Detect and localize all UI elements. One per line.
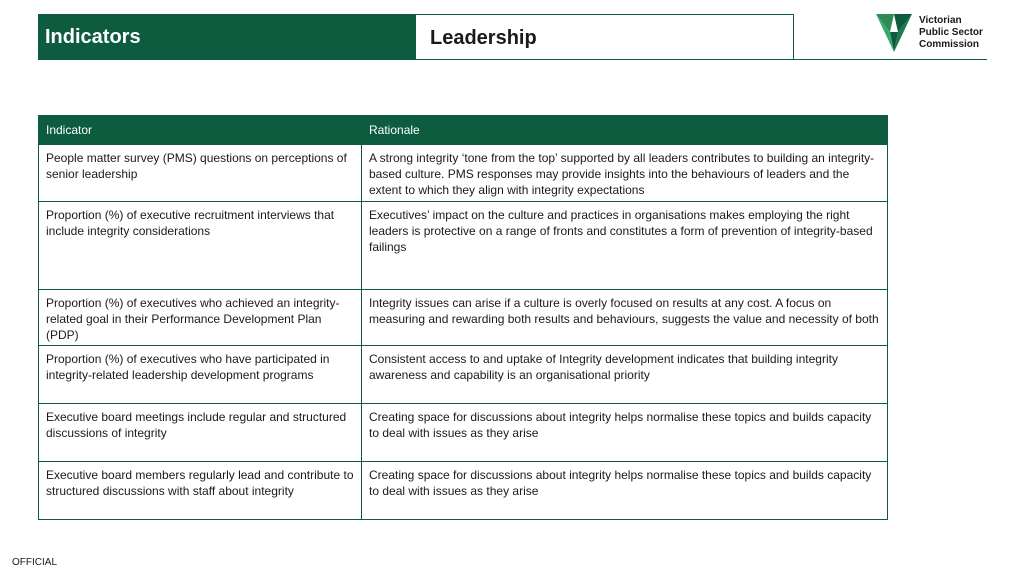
rationale-cell: Integrity issues can arise if a culture is overly focused on results at any cost. A focus on measuring and rewarding both results and behaviours, suggests the value and necessity of both: [362, 290, 888, 346]
rationale-cell: Executives’ impact on the culture and practices in organisations makes employing the right leaders is protective on a range of fronts and constitutes a form of prevention of integrity-based failings: [362, 202, 888, 290]
logo-line: Victorian: [919, 15, 962, 26]
section-header: [38, 14, 416, 60]
column-header-rationale: Rationale: [362, 116, 888, 145]
rationale-cell: Creating space for discussions about integrity helps normalise these topics and builds capacity to deal with issues as they arise: [362, 462, 888, 520]
logo-line: Commission: [919, 39, 980, 50]
header-divider: [794, 59, 987, 60]
indicator-cell: Executive board meetings include regular and structured discussions of integrity: [39, 404, 362, 462]
vpsc-logo-icon: [876, 14, 912, 54]
table-row: [39, 290, 888, 346]
column-header-indicator: Indicator: [39, 116, 362, 145]
table-row: [39, 145, 888, 202]
security-classification: OFFICIAL: [12, 557, 58, 568]
section-title: Indicators: [45, 26, 141, 48]
topic-title: Leadership: [430, 27, 537, 49]
rationale-cell: Consistent access to and uptake of Integrity development indicates that building integrity awareness and capability is an organisational priority: [362, 346, 888, 404]
logo-line: Public Sector: [919, 27, 983, 38]
indicator-cell: Proportion (%) of executives who have participated in integrity-related leadership development programs: [39, 346, 362, 404]
vpsc-logo-wordmark: [919, 15, 983, 51]
table-row: [39, 202, 888, 290]
rationale-cell: A strong integrity ‘tone from the top’ supported by all leaders contributes to building an integrity-based culture. PMS responses may provide insights into the behaviours of leaders and the extent to which they align with integrity expectations: [362, 145, 888, 202]
table-row: [39, 462, 888, 520]
indicator-cell: People matter survey (PMS) questions on perceptions of senior leadership: [39, 145, 362, 202]
indicator-cell: Proportion (%) of executive recruitment interviews that include integrity considerations: [39, 202, 362, 290]
indicators-table: [38, 115, 888, 520]
indicator-cell: Proportion (%) of executives who achieved an integrity-related goal in their Performance Development Plan (PDP): [39, 290, 362, 346]
table-row: [39, 404, 888, 462]
vpsc-logo: [876, 14, 986, 54]
indicator-cell: Executive board members regularly lead and contribute to structured discussions with staff about integrity: [39, 462, 362, 520]
table-header-row: [39, 116, 888, 145]
topic-header: [416, 14, 794, 60]
table-row: [39, 346, 888, 404]
rationale-cell: Creating space for discussions about integrity helps normalise these topics and builds capacity to deal with issues as they arise: [362, 404, 888, 462]
